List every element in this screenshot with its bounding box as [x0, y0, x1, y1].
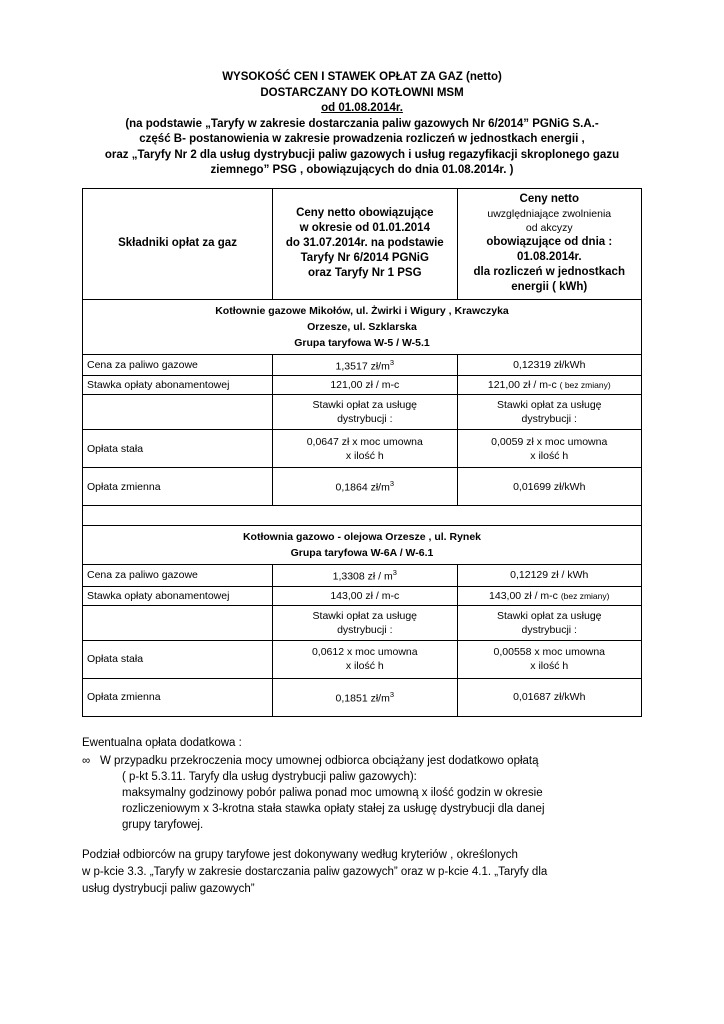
row-new-variable-fee-1: 0,01699 zł/kWh	[457, 468, 641, 506]
value-line-1: Stawki opłat za usługę	[497, 399, 602, 411]
row-new-subscription-2	[457, 586, 641, 605]
row-label-variable-fee-2: Opłata zmienna	[83, 678, 273, 716]
header-new-line-1: Ceny netto	[519, 193, 579, 205]
row-label-fuel-price-2: Cena za paliwo gazowe	[83, 565, 273, 587]
row-old-variable-fee-2	[273, 678, 457, 716]
row-label-fixed-fee-2: Opłata stała	[83, 640, 273, 678]
table-row	[83, 586, 642, 605]
header-cell-components: Składniki opłat za gaz	[83, 188, 273, 299]
row-old-fuel-price-1	[273, 354, 457, 376]
header-cell-old-prices	[273, 188, 457, 299]
section-2-title	[83, 526, 642, 565]
table-header-row	[83, 188, 642, 299]
header-line-5: część B- postanowienia w zakresie prowadzenia rozliczeń w jednostkach energii ,	[139, 133, 585, 145]
superscript: 3	[389, 479, 394, 489]
row-new-distribution-header-2	[457, 605, 641, 640]
value-line-2: x ilość h	[530, 660, 569, 672]
row-old-distribution-header-2	[273, 605, 457, 640]
notes-bullet-line-2: ( p-kt 5.3.11. Taryfy dla usług dystrybucji paliw gazowych):	[122, 770, 417, 783]
header-old-line-2: w okresie od 01.01.2014	[299, 222, 430, 234]
header-cell-new-prices	[457, 188, 641, 299]
value-line-2: dystrybucji :	[521, 623, 577, 636]
row-new-subscription-1	[457, 376, 641, 395]
value-note: ( bez zmiany)	[559, 380, 611, 390]
notes-bullet-line-1: W przypadku przekroczenia mocy umownej odbiorca obciążany jest dodatkowo opłatą	[100, 754, 539, 767]
header-line-7: ziemnego” PSG , obowiązujących do dnia 01.08.2014r. )	[210, 164, 514, 176]
notes-para-line-1: Podział odbiorców na grupy taryfowe jest dokonywany według kryteriów , określonych	[82, 848, 518, 861]
section-2-title-line-1: Kotłownia gazowo - olejowa Orzesze , ul. Rynek	[242, 531, 482, 543]
header-new-line-3: od akcyzy	[525, 222, 573, 234]
row-old-fuel-price-2	[273, 565, 457, 587]
notes-title: Ewentualna opłata dodatkowa :	[82, 736, 242, 749]
value-text: 0,1851 zł/m	[335, 692, 390, 705]
section-separator-cell	[83, 506, 642, 526]
header-line-3: od 01.08.2014r.	[321, 102, 403, 114]
table-row	[83, 354, 642, 376]
section-1-title	[83, 299, 642, 354]
value-line-2: dystrybucji :	[337, 623, 393, 636]
table-row	[83, 605, 642, 640]
header-old-line-4: Taryfy Nr 6/2014 PGNiG	[300, 252, 429, 264]
value-line-1: Stawki opłat za usługę	[312, 399, 418, 411]
table-row	[83, 468, 642, 506]
notes-section	[82, 735, 642, 898]
row-label-distribution-header-2	[83, 605, 273, 640]
value-note: (bez zmiany)	[560, 590, 610, 601]
row-new-distribution-header-1	[457, 395, 641, 430]
row-old-fixed-fee-2	[273, 640, 457, 678]
row-label-distribution-header-1	[83, 395, 273, 430]
document-header	[82, 70, 642, 179]
table-row	[83, 565, 642, 587]
notes-paragraph	[82, 847, 642, 898]
section-1-title-line-1: Kotłownie gazowe Mikołów, ul. Żwirki i Wigury , Krawczyka	[215, 304, 509, 317]
value-line-2: x ilość h	[345, 449, 384, 462]
superscript: 3	[392, 568, 397, 577]
value-line-1: 0,0059 zł x moc umowna	[491, 435, 608, 448]
header-new-line-2: uwzględniające zwolnienia	[487, 208, 612, 220]
header-line-4: (na podstawie „Taryfy w zakresie dostarczania paliw gazowych Nr 6/2014” PGNiG S.A.-	[125, 117, 599, 130]
section-1-title-line-2: Orzesze, ul. Szklarska	[307, 320, 417, 333]
header-new-line-7: energii ( kWh)	[511, 281, 588, 293]
notes-bullet-line-5: grupy taryfowej.	[122, 818, 204, 831]
row-new-fixed-fee-1	[457, 430, 641, 468]
header-old-line-3: do 31.07.2014r. na podstawie	[285, 237, 444, 249]
table-row	[83, 430, 642, 468]
row-label-variable-fee-1: Opłata zmienna	[83, 468, 273, 506]
section-1-tariff-group: Grupa taryfowa W-5 / W-5.1	[294, 336, 430, 349]
row-old-fixed-fee-1	[273, 430, 457, 468]
notes-bullet-line-3: maksymalny godzinowy pobór paliwa ponad moc umowną x ilość godzin w okresie	[122, 786, 543, 799]
notes-bullet-line-4: rozliczeniowym x 3-krotna stała stawka opłaty stałej za usługę dystrybucji dla danej	[122, 802, 545, 815]
table-row	[83, 376, 642, 395]
value-line-2: x ilość h	[345, 660, 384, 672]
value-text: 0,1864 zł/m	[335, 481, 390, 494]
infinity-icon: ∞	[82, 754, 91, 767]
row-label-subscription-1: Stawka opłaty abonamentowej	[83, 376, 273, 395]
value-line-1: Stawki opłat za usługę	[497, 609, 602, 622]
row-label-fixed-fee-1: Opłata stała	[83, 430, 273, 468]
header-line-2: DOSTARCZANY DO KOTŁOWNI MSM	[260, 86, 464, 99]
section-2-tariff-group: Grupa taryfowa W-6A / W-6.1	[290, 547, 434, 559]
value-text: 1,3517 zł/m	[335, 360, 390, 372]
superscript: 3	[389, 357, 394, 367]
notes-para-line-2: w p-kcie 3.3. „Taryfy w zakresie dostarczania paliw gazowych” oraz w p-kcie 4.1. „Taryfy dla	[82, 865, 548, 878]
table-row	[83, 678, 642, 716]
value-line-1: Stawki opłat za usługę	[312, 609, 418, 622]
value-line-2: x ilość h	[530, 449, 569, 462]
header-line-1: WYSOKOŚĆ CEN I STAWEK OPŁAT ZA GAZ (netto)	[222, 71, 502, 83]
row-new-fuel-price-1: 0,12319 zł/kWh	[457, 354, 641, 376]
table-row	[83, 640, 642, 678]
header-new-line-5: 01.08.2014r.	[516, 251, 582, 263]
value-text: 143,00 zł / m-c	[489, 589, 561, 602]
row-old-subscription-2: 143,00 zł / m-c	[273, 586, 457, 605]
row-old-subscription-1: 121,00 zł / m-c	[273, 376, 457, 395]
superscript: 3	[389, 689, 394, 699]
section-1-title-row	[83, 299, 642, 354]
row-new-fuel-price-2: 0,12129 zł / kWh	[457, 565, 641, 587]
section-2-title-row	[83, 526, 642, 565]
header-new-line-6: dla rozliczeń w jednostkach	[473, 266, 625, 278]
row-new-variable-fee-2: 0,01687 zł/kWh	[457, 678, 641, 716]
table-row	[83, 395, 642, 430]
value-line-2: dystrybucji :	[337, 413, 393, 425]
tariff-table	[82, 188, 642, 717]
row-old-variable-fee-1	[273, 468, 457, 506]
header-old-line-5: oraz Taryfy Nr 1 PSG	[308, 267, 422, 279]
row-new-fixed-fee-2	[457, 640, 641, 678]
value-line-1: 0,0647 zł x moc umowna	[306, 435, 423, 448]
row-label-fuel-price-1: Cena za paliwo gazowe	[83, 354, 273, 376]
value-text: 1,3308 zł / m	[332, 570, 393, 583]
value-text: 121,00 zł / m-c	[487, 379, 560, 391]
value-line-1: 0,00558 x moc umowna	[493, 646, 605, 658]
notes-bullet	[82, 753, 642, 833]
value-line-2: dystrybucji :	[521, 413, 577, 425]
header-new-line-4: obowiązujące od dnia :	[486, 236, 613, 248]
header-line-6: oraz „Taryfy Nr 2 dla usług dystrybucji paliw gazowych i usług regazyfikacji skroplonego gazu	[104, 148, 620, 161]
row-label-subscription-2: Stawka opłaty abonamentowej	[83, 586, 273, 605]
section-separator	[83, 506, 642, 526]
notes-para-line-3: usług dystrybucji paliw gazowych”	[82, 882, 255, 895]
row-old-distribution-header-1	[273, 395, 457, 430]
value-line-1: 0,0612 x moc umowna	[311, 646, 418, 658]
notes-bullet-text	[100, 753, 642, 833]
header-old-line-1: Ceny netto obowiązujące	[296, 207, 434, 219]
